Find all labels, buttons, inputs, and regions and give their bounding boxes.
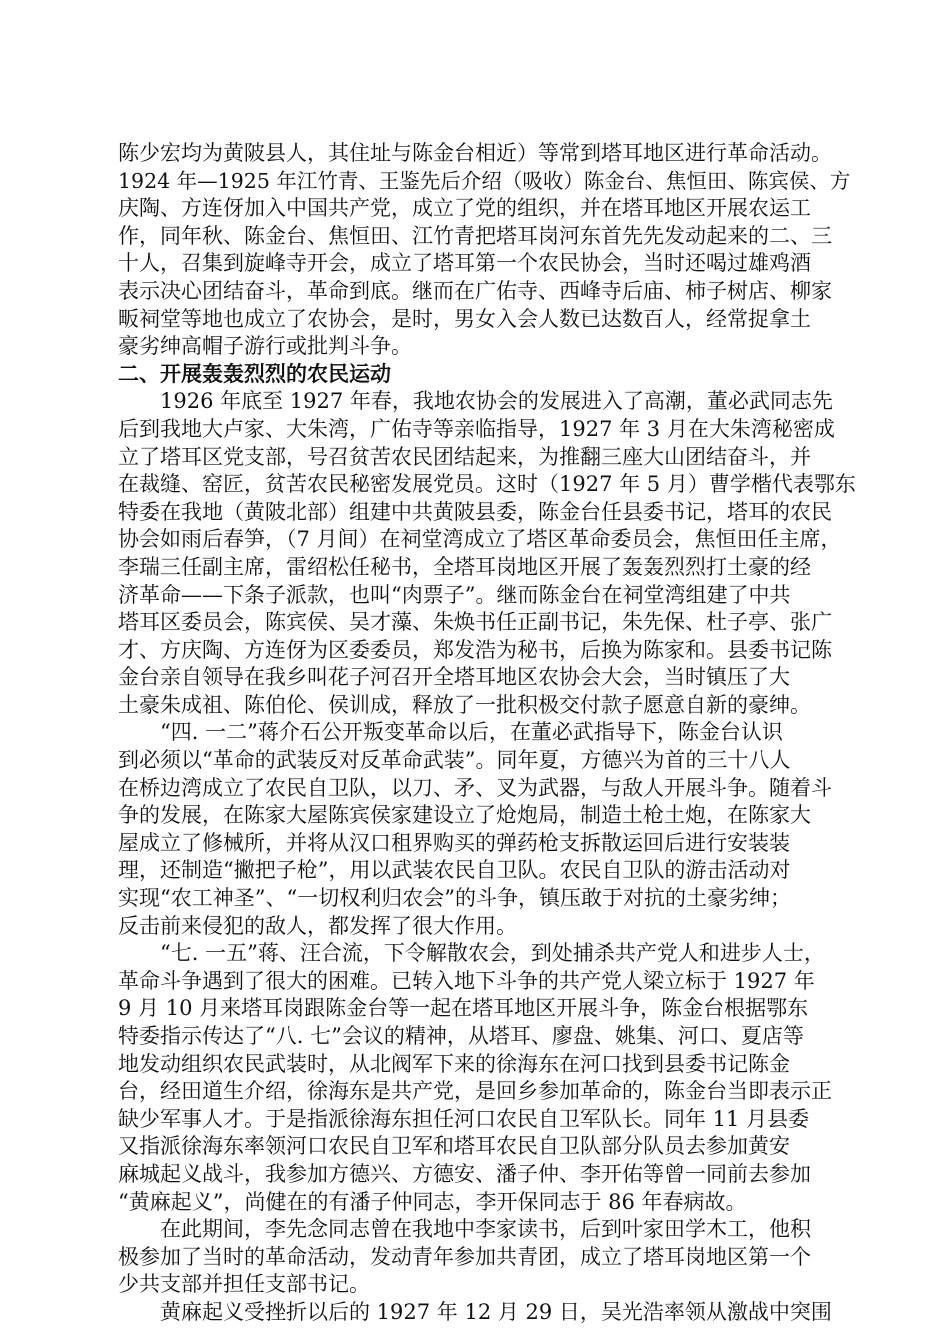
text-line: 十人，召集到旋峰寺开会，成立了塔耳第一个农民协会，当时还喝过雄鸡酒 xyxy=(118,251,811,276)
text-line: 金台亲自领导在我乡叫花子河召开全塔耳地区农协会大会，当时镇压了大 xyxy=(118,665,790,690)
document-body xyxy=(118,140,858,1327)
text-line: 极参加了当时的革命活动，发动青年参加共青团，成立了塔耳岗地区第一个 xyxy=(118,1244,811,1269)
text-line: 1924 年—1925 年江竹青、王鉴先后介绍（吸收）陈金台、焦恒田、陈宾侯、方 xyxy=(118,168,851,193)
text-line: 才、方庆陶、方连伢为区委委员，郑发浩为秘书，后换为陈家和。县委书记陈 xyxy=(118,637,832,662)
text-line: 协会如雨后春笋，（7 月间）在祠堂湾成立了塔区革命委员会，焦恒田任主席， xyxy=(118,527,842,552)
text-line: 在桥边湾成立了农民自卫队，以刀、矛、叉为武器，与敌人开展斗争。随着斗 xyxy=(118,775,832,800)
text-line: 麻城起义战斗，我参加方德兴、方德安、潘子仲、李开佑等曾一同前去参加 xyxy=(118,1161,811,1186)
text-line: 庆陶、方连伢加入中国共产党，成立了党的组织，并在塔耳地区开展农运工 xyxy=(118,196,811,221)
text-line: 后到我地大卢家、大朱湾，广佑寺等亲临指导，1927 年 3 月在大朱湾秘密成 xyxy=(118,416,835,441)
text-line: 土豪朱成祖、陈伯伦、侯训成，释放了一批积极交付款子愿意自新的豪绅。 xyxy=(118,692,811,717)
paragraph-first-line: 1926 年底至 1927 年春，我地农协会的发展进入了高潮，董必武同志先 xyxy=(160,389,833,414)
text-line: 9 月 10 月来塔耳岗跟陈金台等一起在塔耳地区开展斗争，陈金台根据鄂东 xyxy=(118,996,809,1021)
text-line: 在裁缝、窑匠，贫苦农民秘密发展党员。这时（1927 年 5 月）曹学楷代表鄂东 xyxy=(118,472,856,497)
section-heading: 二、开展轰轰烈烈的农民运动 xyxy=(118,361,391,386)
text-line: 陈少宏均为黄陂县人，其住址与陈金台相近）等常到塔耳地区进行革命活动。 xyxy=(118,141,832,165)
text-line: “黄麻起义”，尚健在的有潘子仲同志，李开保同志于 86 年春病故。 xyxy=(118,1189,747,1214)
paragraph-first-line: 在此期间，李先念同志曾在我地中李家读书，后到叶家田学木工，他积 xyxy=(160,1217,811,1242)
text-line: 实现“农工神圣”、“一切权利归农会”的斗争，镇压敢于对抗的土豪劣绅； xyxy=(118,886,791,911)
text-line: 表示决心团结奋斗，革命到底。继而在广佑寺、西峰寺后庙、柿子树店、柳家 xyxy=(118,278,832,303)
text-line: 塔耳区委员会，陈宾侯、吴才藻、朱焕书任正副书记，朱先保、杜子亭、张广 xyxy=(118,610,832,635)
text-line: 地发动组织农民武装时，从北阀军下来的徐海东在河口找到县委书记陈金 xyxy=(118,1051,790,1076)
text-line: 畈祠堂等地也成立了农协会，是时，男女入会人数已达数百人，经常捉拿土 xyxy=(118,306,811,331)
text-line: 立了塔耳区党支部，号召贫苦农民团结起来，为推翻三座大山团结奋斗，并 xyxy=(118,444,811,469)
text-line: 屋成立了修械所，并将从汉口租界购买的弹药枪支拆散运回后进行安装装 xyxy=(118,830,790,855)
text-line: 到必须以“革命的武装反对反革命武装”。同年夏，方德兴为首的三十八人 xyxy=(118,748,791,773)
paragraph-first-line: “七. 一五”蒋、汪合流，下令解散农会，到处捕杀共产党人和进步人士， xyxy=(160,941,825,966)
text-line: 作，同年秋、陈金台、焦恒田、江竹青把塔耳岗河东首先先发动起来的二、三 xyxy=(118,223,832,248)
text-line: 缺少军事人才。于是指派徐海东担任河口农民自卫军队长。同年 11 月县委 xyxy=(118,1106,810,1131)
text-line: 又指派徐海东率领河口农民自卫军和塔耳农民自卫队部分队员去参加黄安 xyxy=(118,1134,790,1159)
text-line: 反击前来侵犯的敌人，都发挥了很大作用。 xyxy=(118,913,517,938)
text-line: 革命斗争遇到了很大的困难。已转入地下斗争的共产党人梁立标于 1927 年 xyxy=(118,968,815,993)
text-line: 特委指示传达了“八. 七”会议的精神，从塔耳、廖盘、姚集、河口、夏店等 xyxy=(118,1024,804,1048)
paragraph-first-line: 黄麻起义受挫折以后的 1927 年 12 月 29 日，吴光浩率领从激战中突围 xyxy=(160,1299,832,1324)
text-line: 争的发展，在陈家大屋陈宾侯家建设立了炝炮局，制造土枪土炮，在陈家大 xyxy=(118,803,811,828)
text-line: 台，经田道生介绍，徐海东是共产党，是回乡参加革命的，陈金台当即表示正 xyxy=(118,1079,832,1104)
text-line: 理，还制造“撇把子枪”，用以武装农民自卫队。农民自卫队的游击活动对 xyxy=(118,858,791,883)
text-line: 济革命——下条子派款，也叫“肉票子”。继而陈金台在祠堂湾组建了中共 xyxy=(118,582,791,607)
text-line: 豪劣绅高帽子游行或批判斗争。 xyxy=(118,334,412,359)
text-line: 特委在我地（黄陂北部）组建中共黄陂县委，陈金台任县委书记，塔耳的农民 xyxy=(118,499,832,524)
paragraph-first-line: “四. 一二”蒋介石公开叛变革命以后，在董必武指导下，陈金台认识 xyxy=(160,720,783,745)
text-line: 李瑞三任副主席，雷绍松任秘书，全塔耳岗地区开展了轰轰烈烈打土豪的经 xyxy=(118,554,811,579)
text-line: 少共支部并担任支部书记。 xyxy=(118,1272,370,1297)
